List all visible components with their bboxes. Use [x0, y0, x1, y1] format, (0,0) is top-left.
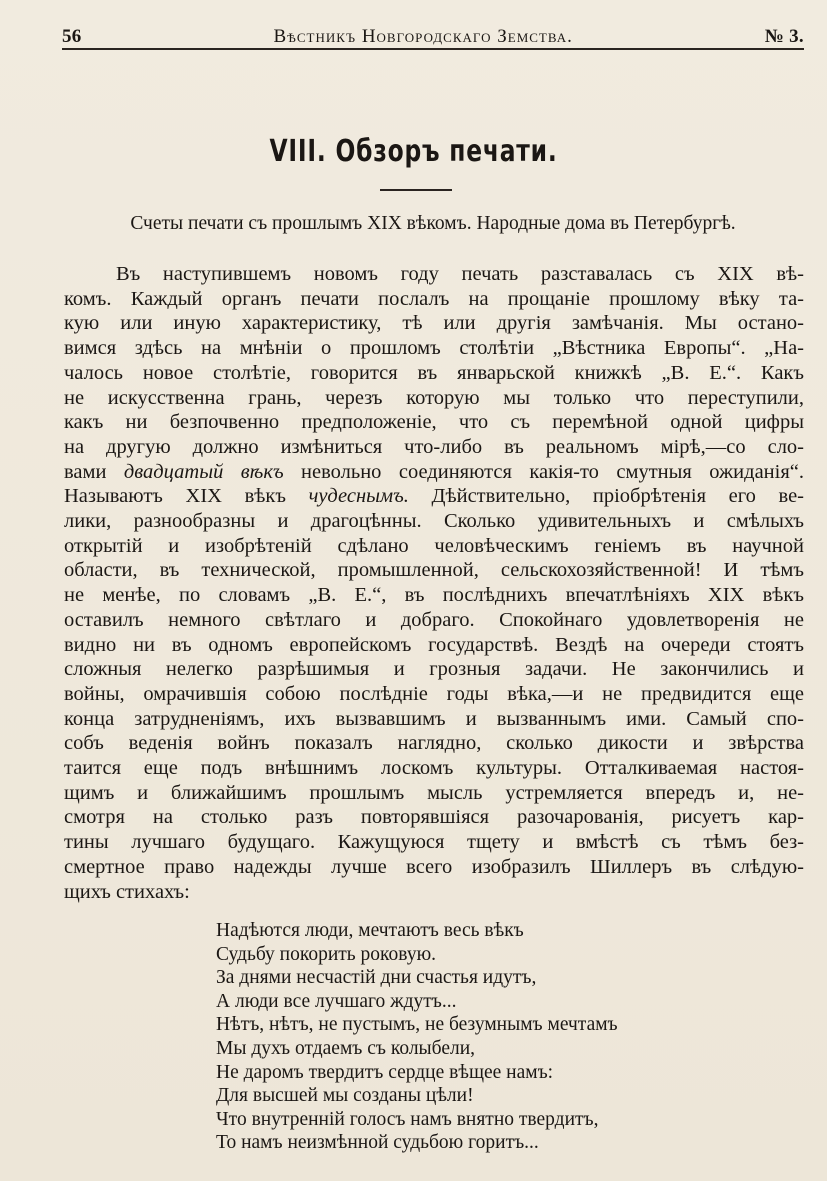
- poem-line: Надѣются люди, мечтаютъ весь вѣкъ: [216, 920, 524, 941]
- body-line: таится еще подъ внѣшнимъ лоскомъ культуры. Отталкиваемая настоя-: [64, 757, 804, 780]
- body-line: войны, омрачившія собою послѣдніе годы вѣка,—и не предвидится еще: [64, 682, 804, 705]
- body-fragment: невольно соединяются какія-то смутныя ожиданія“.: [301, 460, 804, 483]
- body-line: кую или иную характеристику, тѣ или другія замѣчанія. Мы остано-: [64, 312, 804, 335]
- body-line: лики, разнообразны и драгоцѣнны. Сколько удивительныхъ и смѣлыхъ: [64, 510, 804, 533]
- body-line: смертное право надежды лучше всего изобразилъ Шиллеръ въ слѣдую-: [64, 855, 804, 878]
- body-line: сложныя нелегко разрѣшимыя и грозныя задачи. Не закончились и: [64, 658, 804, 681]
- journal-title: Вѣстникъ Новгородскаго Земства.: [273, 26, 573, 47]
- poem-line: За днями несчастій дни счастья идутъ,: [216, 967, 537, 989]
- italic-phrase: двадцатый вѣкъ: [123, 460, 284, 483]
- header-rule: [62, 48, 804, 50]
- poem-line: Мы духъ отдаемъ съ колыбели,: [216, 1037, 476, 1059]
- body-fragment: вами: [64, 460, 107, 483]
- body-line: смотря на столько разъ повторявшіяся разочарованія, рисуетъ кар-: [64, 806, 804, 829]
- section-title: VIII. Обзоръ печати.: [269, 134, 558, 169]
- section-subtitle: Счеты печати съ прошлымъ XIX вѣкомъ. Народные дома въ Петербургѣ.: [130, 213, 736, 234]
- poem-line: Что внутренній голосъ намъ внятно твердитъ,: [216, 1108, 599, 1130]
- body-line: области, въ технической, промышленной, сельскохозяйственной! И тѣмъ: [64, 559, 804, 582]
- italic-phrase: чудеснымъ.: [308, 485, 409, 508]
- poem-line: Судьбу покорить роковую.: [216, 943, 437, 965]
- poem-line: Нѣтъ, нѣтъ, не пустымъ, не безумнымъ мечтамъ: [216, 1014, 618, 1036]
- poem-line: То намъ неизмѣнной судьбою горитъ...: [216, 1132, 539, 1154]
- body-line: открытій и изобрѣтеній сдѣлано человѣческимъ геніемъ въ научной: [64, 534, 804, 557]
- poem-line: Не даромъ твердитъ сердце вѣщее намъ:: [216, 1061, 554, 1083]
- body-fragment: Дѣйствительно, пріобрѣтенія его ве-: [431, 485, 804, 508]
- article-body: [64, 262, 804, 904]
- body-line: конца затрудненіямъ, ихъ вызвавшимъ и вызваннымъ ими. Самый спо-: [64, 707, 804, 730]
- body-line: тины лучшаго будущаго. Кажущуюся тщету и вмѣстѣ съ тѣмъ без-: [64, 831, 804, 854]
- title-rule: [380, 189, 452, 191]
- page-number: 56: [62, 26, 82, 47]
- body-line: щихъ стихахъ:: [64, 880, 190, 903]
- body-line: не менѣе, по словамъ „В. Е.“, въ послѣднихъ впечатлѣніяхъ XIX вѣкъ: [64, 584, 804, 607]
- body-line: не искусственна грань, черезъ которую мы только что переступили,: [64, 386, 804, 409]
- body-line: оставилъ немного свѣтлаго и добраго. Спокойнаго удовлетворенія не: [64, 608, 804, 631]
- issue-number: № 3.: [764, 26, 804, 47]
- body-line: собъ веденія войнъ показалъ наглядно, сколько дикости и звѣрства: [64, 732, 804, 755]
- body-line: видно ни въ одномъ европейскомъ государствѣ. Вездѣ на очереди стоятъ: [64, 633, 804, 656]
- body-line: какъ ни безпочвенно предположеніе, что съ перемѣной одной цифры: [64, 411, 804, 434]
- body-line: Въ наступившемъ новомъ году печать разставалась съ XIX вѣ-: [116, 263, 804, 285]
- body-line-mixed: [64, 484, 804, 509]
- body-line: комъ. Каждый органъ печати послалъ на прощаніе прошлому вѣку та-: [64, 287, 804, 310]
- body-line-mixed: [64, 460, 804, 485]
- running-header: [62, 18, 804, 48]
- poem-quote: [216, 919, 776, 1155]
- body-line: щимъ и ближайшимъ прошлымъ мысль устремляется впередъ и, не-: [64, 781, 804, 804]
- body-fragment: Называютъ XIX вѣкъ: [64, 485, 286, 508]
- body-line: чалось новое столѣтіе, говорится въ январьской книжкѣ „В. Е.“. Какъ: [64, 361, 804, 384]
- poem-line: Для высшей мы созданы цѣли!: [216, 1085, 474, 1107]
- poem-line: А люди все лучшаго ждутъ...: [216, 990, 457, 1012]
- body-line: на другую должно измѣниться что-либо въ реальномъ мірѣ,—со сло-: [64, 435, 804, 458]
- body-line: вимся здѣсь на мнѣніи о прошломъ столѣтіи „Вѣстника Европы“. „На-: [64, 337, 804, 360]
